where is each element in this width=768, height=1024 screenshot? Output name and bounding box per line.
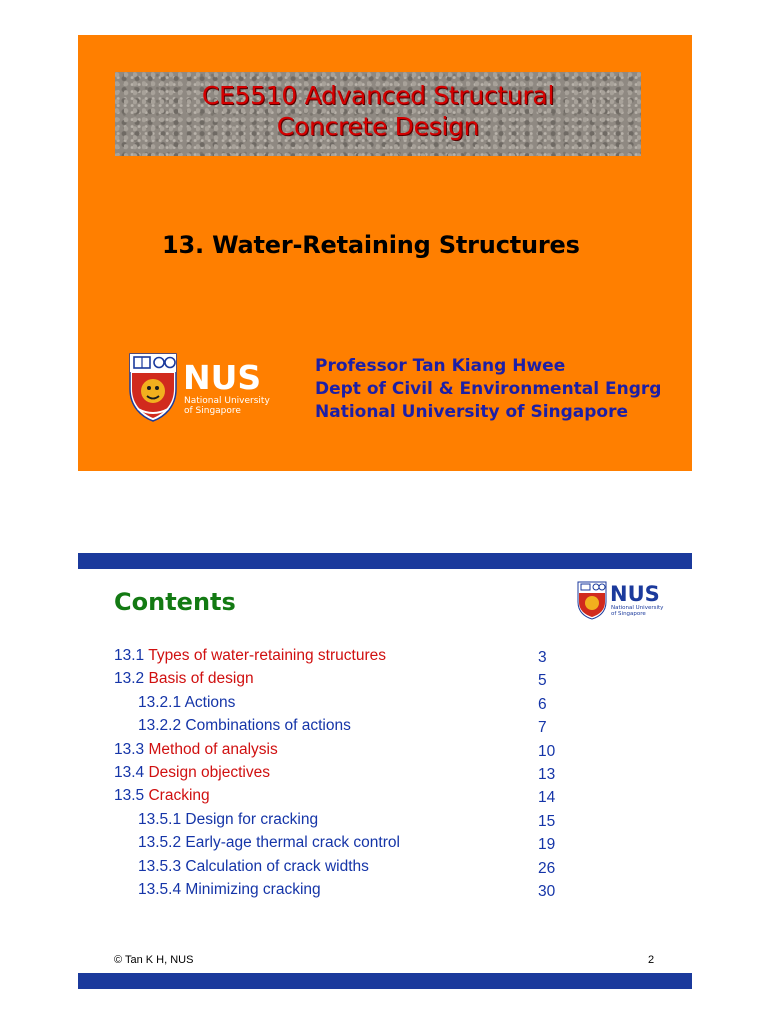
toc-item-title: Early-age thermal crack control xyxy=(185,834,400,852)
toc-item[interactable] xyxy=(114,786,574,809)
toc-item-page: 7 xyxy=(538,719,547,737)
title-slide xyxy=(78,35,692,471)
nus-wordmark: NUS xyxy=(183,358,262,397)
toc-item[interactable] xyxy=(114,646,574,669)
toc-item-title: Minimizing cracking xyxy=(185,880,321,898)
toc-item-title: Method of analysis xyxy=(148,740,278,758)
toc-item-page: 10 xyxy=(538,742,556,760)
toc-item-title: Types of water-retaining structures xyxy=(148,647,386,664)
nus-logo-small-icon xyxy=(577,580,673,620)
toc-item[interactable] xyxy=(114,716,574,739)
nus-subline1: National University xyxy=(184,396,270,406)
course-title-line1: CE5510 Advanced Structural xyxy=(201,81,555,110)
nus-small-subline2: of Singapore xyxy=(611,611,646,617)
toc-item-number: 13.1 xyxy=(114,647,145,664)
toc-item-title: Cracking xyxy=(148,787,210,805)
toc-item-page: 3 xyxy=(538,649,547,666)
nus-subline2: of Singapore xyxy=(184,406,241,416)
toc-item-number: 13.5.2 xyxy=(138,834,182,852)
toc-item[interactable] xyxy=(114,810,574,833)
toc-item-title: Basis of design xyxy=(148,670,254,688)
footer-page-number: 2 xyxy=(648,954,655,966)
course-title-box xyxy=(115,72,641,156)
toc-item-page: 19 xyxy=(538,836,556,854)
toc-item[interactable] xyxy=(114,693,574,716)
course-title xyxy=(115,80,641,142)
footer-copyright: © Tan K H, NUS xyxy=(114,954,194,966)
author-name: Professor Tan Kiang Hwee xyxy=(315,356,566,376)
toc-item[interactable] xyxy=(114,740,574,763)
table-of-contents xyxy=(114,646,574,903)
toc-item-number: 13.5 xyxy=(114,787,145,805)
toc-item[interactable] xyxy=(114,669,574,692)
toc-item-number: 13.2.2 xyxy=(138,717,182,735)
toc-item[interactable] xyxy=(114,880,574,903)
toc-item-page: 5 xyxy=(538,672,547,690)
toc-item-title: Design objectives xyxy=(148,763,270,781)
nus-small-subline1: National University xyxy=(611,605,664,611)
toc-item[interactable] xyxy=(114,763,574,786)
author-block xyxy=(315,355,661,424)
toc-item-title: Design for cracking xyxy=(185,810,319,828)
toc-item-page: 13 xyxy=(538,765,556,783)
chapter-title: 13. Water-Retaining Structures xyxy=(162,231,580,259)
nus-small-wordmark: NUS xyxy=(610,582,660,606)
toc-item[interactable] xyxy=(114,833,574,856)
nus-logo-icon xyxy=(128,351,278,423)
toc-item-number: 13.2.1 xyxy=(138,693,182,711)
toc-item-number: 13.3 xyxy=(114,740,145,758)
course-title-line2: Concrete Design xyxy=(276,112,480,141)
toc-item-number: 13.4 xyxy=(114,763,145,781)
author-university: National University of Singapore xyxy=(315,402,629,422)
slide-top-bar xyxy=(78,553,692,569)
toc-item-page: 30 xyxy=(538,882,556,900)
toc-item-page: 14 xyxy=(538,789,556,807)
toc-item-page: 15 xyxy=(538,812,556,830)
toc-item[interactable] xyxy=(114,857,574,880)
toc-item-number: 13.5.3 xyxy=(138,857,182,875)
author-department: Dept of Civil & Environmental Engrg xyxy=(315,379,662,399)
toc-item-title: Calculation of crack widths xyxy=(185,857,369,875)
toc-item-title: Combinations of actions xyxy=(185,717,351,735)
toc-item-number: 13.2 xyxy=(114,670,145,688)
slide-bottom-bar xyxy=(78,973,692,989)
contents-title: Contents xyxy=(114,588,236,616)
toc-item-number: 13.5.1 xyxy=(138,810,182,828)
toc-item-title: Actions xyxy=(184,693,236,711)
toc-item-number: 13.5.4 xyxy=(138,880,182,898)
toc-item-page: 26 xyxy=(538,859,556,877)
toc-item-page: 6 xyxy=(538,695,547,713)
